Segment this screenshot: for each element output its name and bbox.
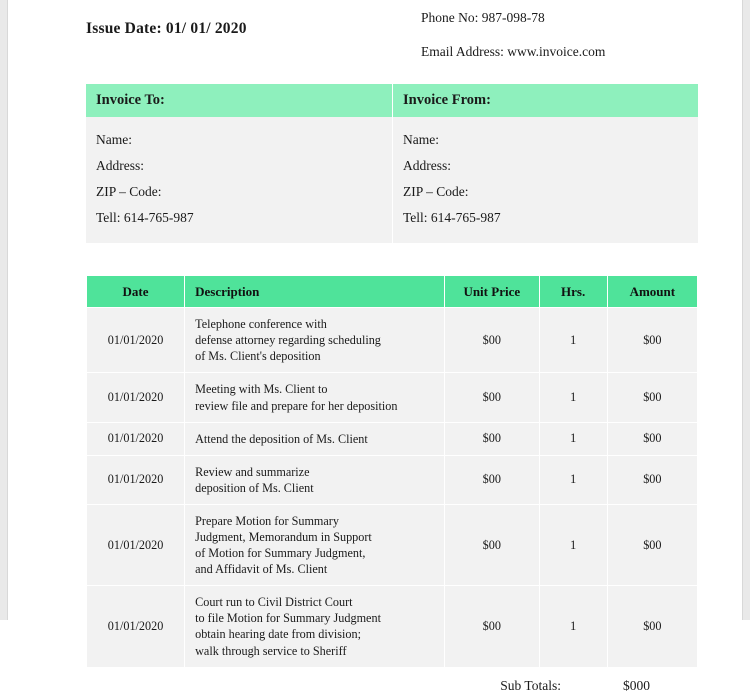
cell-date: 01/01/2020 bbox=[87, 504, 185, 585]
cell-hrs: 1 bbox=[539, 308, 607, 373]
invoice-content bbox=[86, 0, 698, 694]
cell-date: 01/01/2020 bbox=[87, 373, 185, 422]
cell-amount: $00 bbox=[607, 308, 697, 373]
invoice-to-name: Name: bbox=[96, 132, 132, 147]
cell-amount: $00 bbox=[607, 422, 697, 455]
invoice-from-zip: ZIP – Code: bbox=[403, 184, 469, 199]
cell-amount: $00 bbox=[607, 455, 697, 504]
cell-hrs: 1 bbox=[539, 586, 607, 667]
parties-block bbox=[86, 84, 698, 243]
cell-amount: $00 bbox=[607, 586, 697, 667]
invoice-from-block bbox=[392, 84, 698, 243]
invoice-from-tell: Tell: 614-765-987 bbox=[403, 210, 501, 225]
email-address: Email Address: www.invoice.com bbox=[421, 44, 606, 59]
column-header-hrs: Hrs. bbox=[539, 276, 607, 308]
table-row bbox=[87, 455, 698, 504]
table-row bbox=[87, 308, 698, 373]
header-right bbox=[421, 10, 698, 60]
cell-unit-price: $00 bbox=[444, 373, 539, 422]
cell-unit-price: $00 bbox=[444, 422, 539, 455]
cell-amount: $00 bbox=[607, 373, 697, 422]
phone-number: Phone No: 987-098-78 bbox=[421, 10, 545, 25]
table-row bbox=[87, 504, 698, 585]
cell-amount: $00 bbox=[607, 504, 697, 585]
invoice-to-zip: ZIP – Code: bbox=[96, 184, 162, 199]
cell-description: Prepare Motion for Summary Judgment, Memorandum in Support of Motion for Summary Judgment, and Affidavit of Ms. Client bbox=[185, 504, 445, 585]
invoice-to-body bbox=[86, 117, 392, 243]
cell-unit-price: $00 bbox=[444, 308, 539, 373]
cell-description: Court run to Civil District Court to file Motion for Summary Judgment obtain hearing date from division; walk through service to Sheriff bbox=[185, 586, 445, 667]
invoice-to-block bbox=[86, 84, 392, 243]
line-items-body bbox=[87, 308, 698, 668]
cell-unit-price: $00 bbox=[444, 504, 539, 585]
cell-description: Review and summarize deposition of Ms. Client bbox=[185, 455, 445, 504]
cell-hrs: 1 bbox=[539, 373, 607, 422]
column-header-date: Date bbox=[87, 276, 185, 308]
table-header-row bbox=[87, 276, 698, 308]
invoice-to-title: Invoice To: bbox=[86, 84, 392, 117]
cell-date: 01/01/2020 bbox=[87, 586, 185, 667]
cell-hrs: 1 bbox=[539, 504, 607, 585]
cell-description: Meeting with Ms. Client to review file and prepare for her deposition bbox=[185, 373, 445, 422]
page-right-edge bbox=[742, 0, 750, 620]
issue-date: Issue Date: 01/ 01/ 2020 bbox=[86, 20, 247, 37]
invoice-from-body bbox=[393, 117, 698, 243]
invoice-to-address: Address: bbox=[96, 158, 144, 173]
cell-date: 01/01/2020 bbox=[87, 455, 185, 504]
cell-description: Attend the deposition of Ms. Client bbox=[185, 422, 445, 455]
subtotals-row bbox=[86, 678, 698, 694]
subtotals-label: Sub Totals: bbox=[500, 677, 561, 693]
invoice-from-name: Name: bbox=[403, 132, 439, 147]
line-items-table bbox=[86, 275, 698, 668]
cell-unit-price: $00 bbox=[444, 586, 539, 667]
invoice-to-tell: Tell: 614-765-987 bbox=[96, 210, 194, 225]
cell-hrs: 1 bbox=[539, 422, 607, 455]
invoice-from-title: Invoice From: bbox=[393, 84, 698, 117]
cell-date: 01/01/2020 bbox=[87, 422, 185, 455]
cell-unit-price: $00 bbox=[444, 455, 539, 504]
column-header-amount: Amount bbox=[607, 276, 697, 308]
invoice-from-address: Address: bbox=[403, 158, 451, 173]
column-header-unit-price: Unit Price bbox=[444, 276, 539, 308]
cell-hrs: 1 bbox=[539, 455, 607, 504]
page-left-edge bbox=[0, 0, 8, 620]
table-row bbox=[87, 422, 698, 455]
column-header-description: Description bbox=[185, 276, 445, 308]
cell-description: Telephone conference with defense attorney regarding scheduling of Ms. Client's deposition bbox=[185, 308, 445, 373]
table-row bbox=[87, 373, 698, 422]
table-row bbox=[87, 586, 698, 667]
cell-date: 01/01/2020 bbox=[87, 308, 185, 373]
header-left bbox=[86, 10, 421, 38]
invoice-header bbox=[86, 0, 698, 60]
subtotals-value: $000 bbox=[623, 677, 650, 693]
